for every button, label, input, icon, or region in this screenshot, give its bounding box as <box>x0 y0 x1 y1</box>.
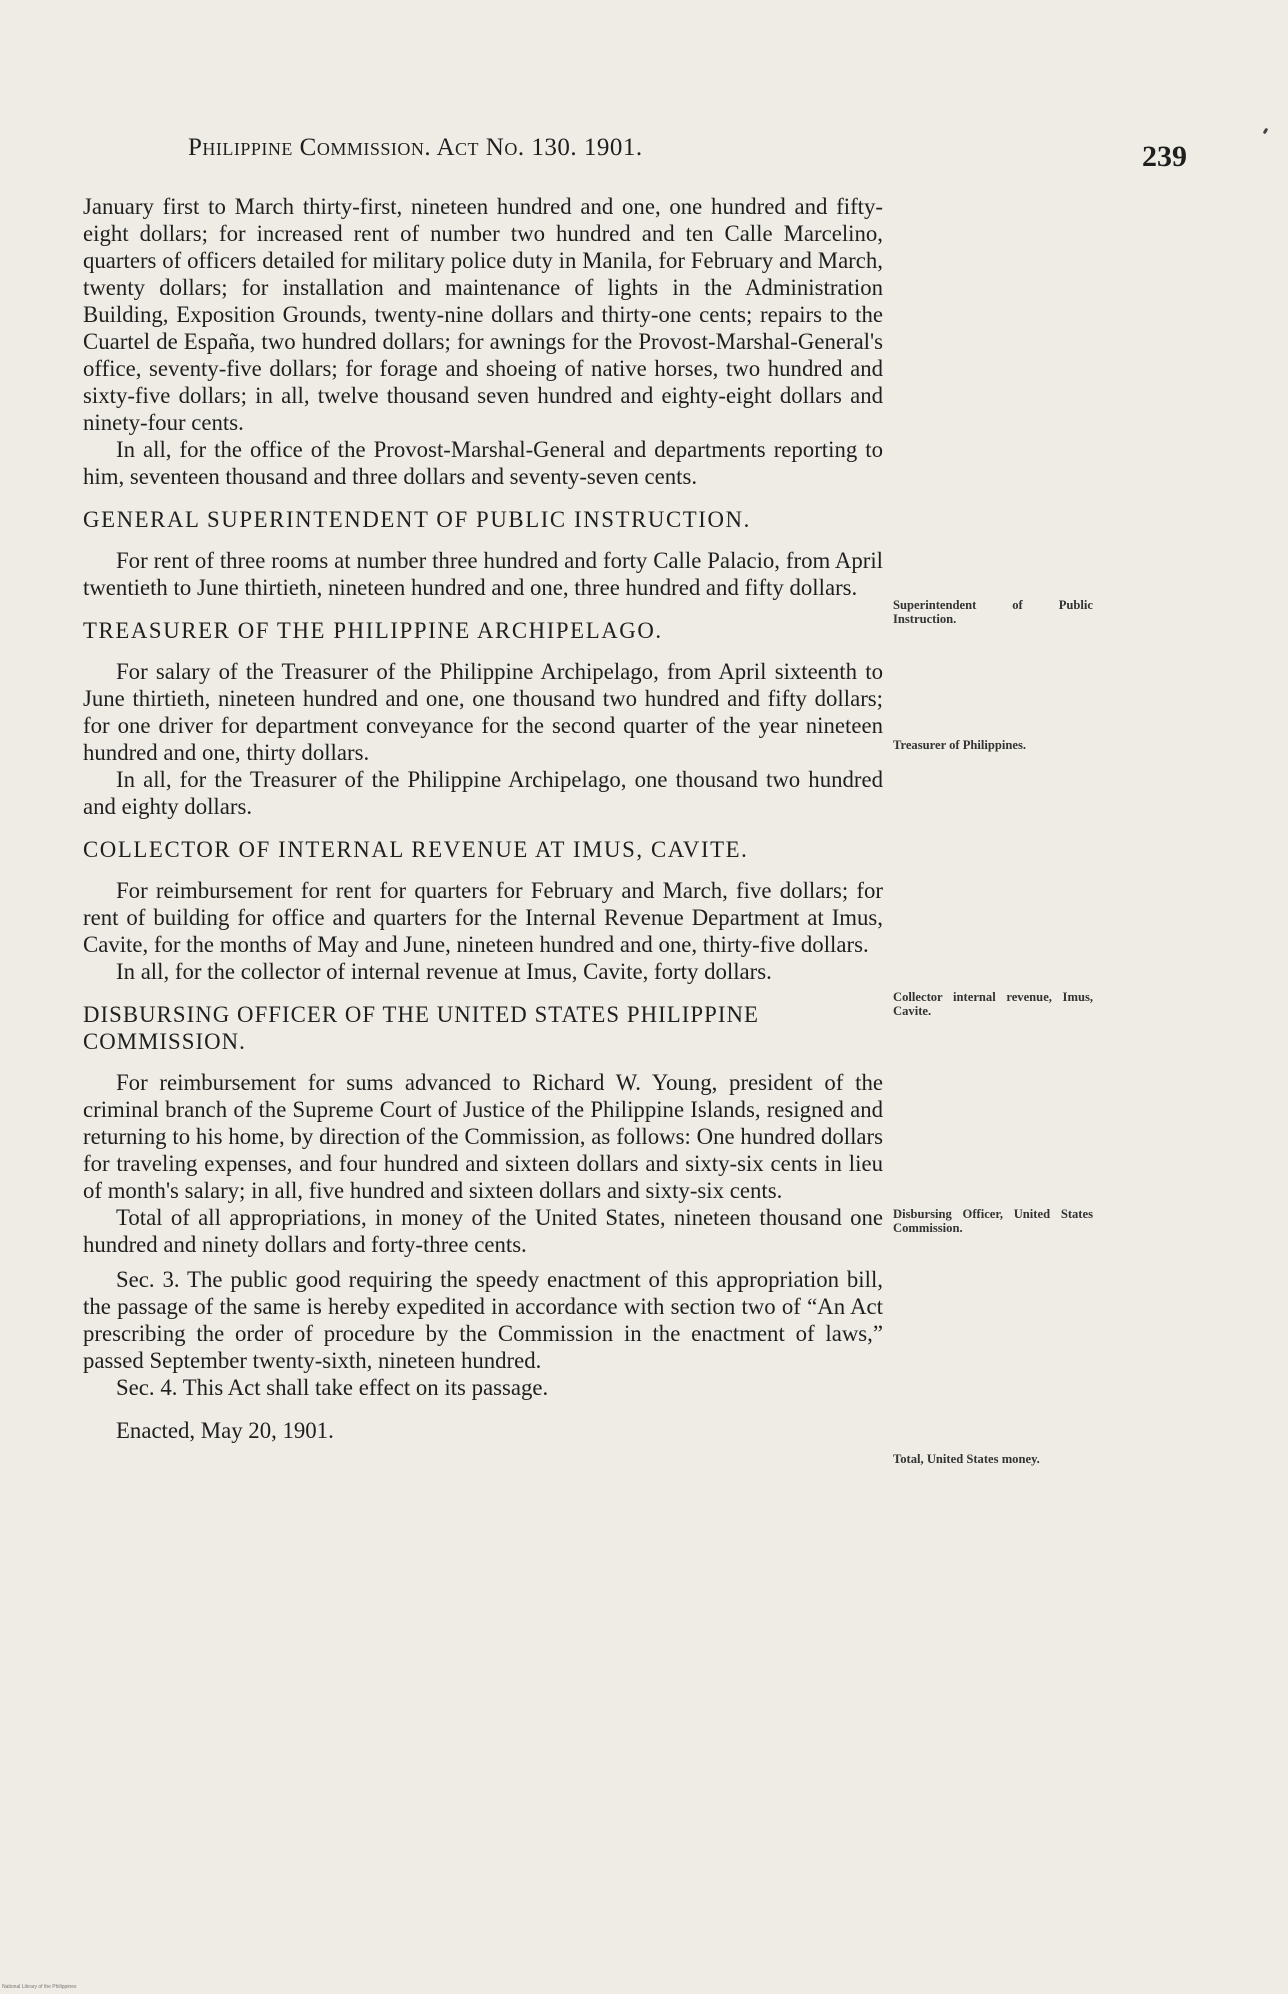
footer-credit: National Library of the Philippines <box>2 1984 77 1990</box>
sidenote-treasurer: Treasurer of Philippines. <box>893 738 1027 752</box>
paragraph-treasurer-total: In all, for the Treasurer of the Philippine Archipelago, one thousand two hundred and eighty dollars. <box>83 767 883 819</box>
paragraph-continued: January first to March thirty-first, nineteen hundred and one, one hundred and fifty-eight dollars; for increased rent of number two hundred and ten Calle Marcelino, quarters of officers detailed for military police duty in Manila, for February and March, twenty dollars; for installation and maintenance of lights in the Administration Building, Exposition Grounds, twenty-nine dollars and thirty-one cents; repairs to the Cuartel de España, two hundred dollars; for awnings for the Provost-Marshal-General's office, seventy-five dollars; for forage and shoeing of native horses, two hundred and sixty-five dollars; in all, twelve thousand seven hundred and eighty-eight dollars and ninety-four cents. <box>83 194 883 435</box>
scan-speck <box>1263 128 1269 135</box>
paragraph-section-3: Sec. 3. The public good requiring the speedy enactment of this appropriation bill, the passage of the same is hereby expedited in accordance with section two of “An Act prescribing the order of procedure by the Commission in the enactment of laws,” passed September twenty-sixth, nineteen hundred. <box>83 1267 883 1373</box>
heading-disbursing-officer: DISBURSING OFFICER OF THE UNITED STATES PHILIPPINE COMMISSION. <box>83 1002 759 1054</box>
paragraph-collector-rent: For reimbursement for rent for quarters for February and March, five dollars; for rent of building for office and quarters for the Internal Revenue Department at Imus, Cavite, for the months of May and June, nineteen hundred and one, thirty-five dollars. <box>83 878 883 957</box>
heading-superintendent: GENERAL SUPERINTENDENT OF PUBLIC INSTRUCTION. <box>83 507 751 532</box>
paragraph-section-4: Sec. 4. This Act shall take effect on its passage. <box>116 1375 549 1400</box>
body-column <box>83 193 883 1444</box>
heading-treasurer: TREASURER OF THE PHILIPPINE ARCHIPELAGO. <box>83 618 663 643</box>
running-head: Philippine Commission. Act No. 130. 1901. <box>188 134 643 161</box>
heading-collector: COLLECTOR OF INTERNAL REVENUE AT IMUS, CAVITE. <box>83 837 749 862</box>
enactment-date: Enacted, May 20, 1901. <box>116 1418 334 1443</box>
paragraph-young-reimbursement: For reimbursement for sums advanced to Richard W. Young, president of the criminal branch of the Supreme Court of Justice of the Philippine Islands, resigned and returning to his home, by direction of the Commission, as follows: One hundred dollars for traveling expenses, and four hundred and sixteen dollars and sixty-six cents in lieu of month's salary; in all, five hundred and sixteen dollars and sixty-six cents. <box>83 1070 883 1203</box>
paragraph-provost-total: In all, for the office of the Provost-Marshal-General and departments reporting to him, seventeen thousand and three dollars and seventy-seven cents. <box>83 437 883 489</box>
sidenote-disbursing-officer: Disbursing Officer, United States Commission. <box>893 1207 1093 1235</box>
sidenote-collector: Collector internal revenue, Imus, Cavite. <box>893 990 1093 1018</box>
page-number: 239 <box>1142 140 1187 173</box>
paragraph-palacio-rent: For rent of three rooms at number three hundred and forty Calle Palacio, from April twentieth to June thirtieth, nineteen hundred and one, three hundred and fifty dollars. <box>83 548 883 600</box>
sidenote-superintendent: Superintendent of Public Instruction. <box>893 598 1093 626</box>
paragraph-treasurer-salary: For salary of the Treasurer of the Philippine Archipelago, from April sixteenth to June thirtieth, nineteen hundred and one, one thousand two hundred and fifty dollars; for one driver for department conveyance for the second quarter of the year nineteen hundred and one, thirty dollars. <box>83 659 883 765</box>
sidenote-total-money: Total, United States money. <box>893 1452 1040 1466</box>
paragraph-collector-total: In all, for the collector of internal revenue at Imus, Cavite, forty dollars. <box>116 959 772 984</box>
paragraph-total-appropriations: Total of all appropriations, in money of the United States, nineteen thousand one hundred and ninety dollars and forty-three cents. <box>83 1205 883 1257</box>
